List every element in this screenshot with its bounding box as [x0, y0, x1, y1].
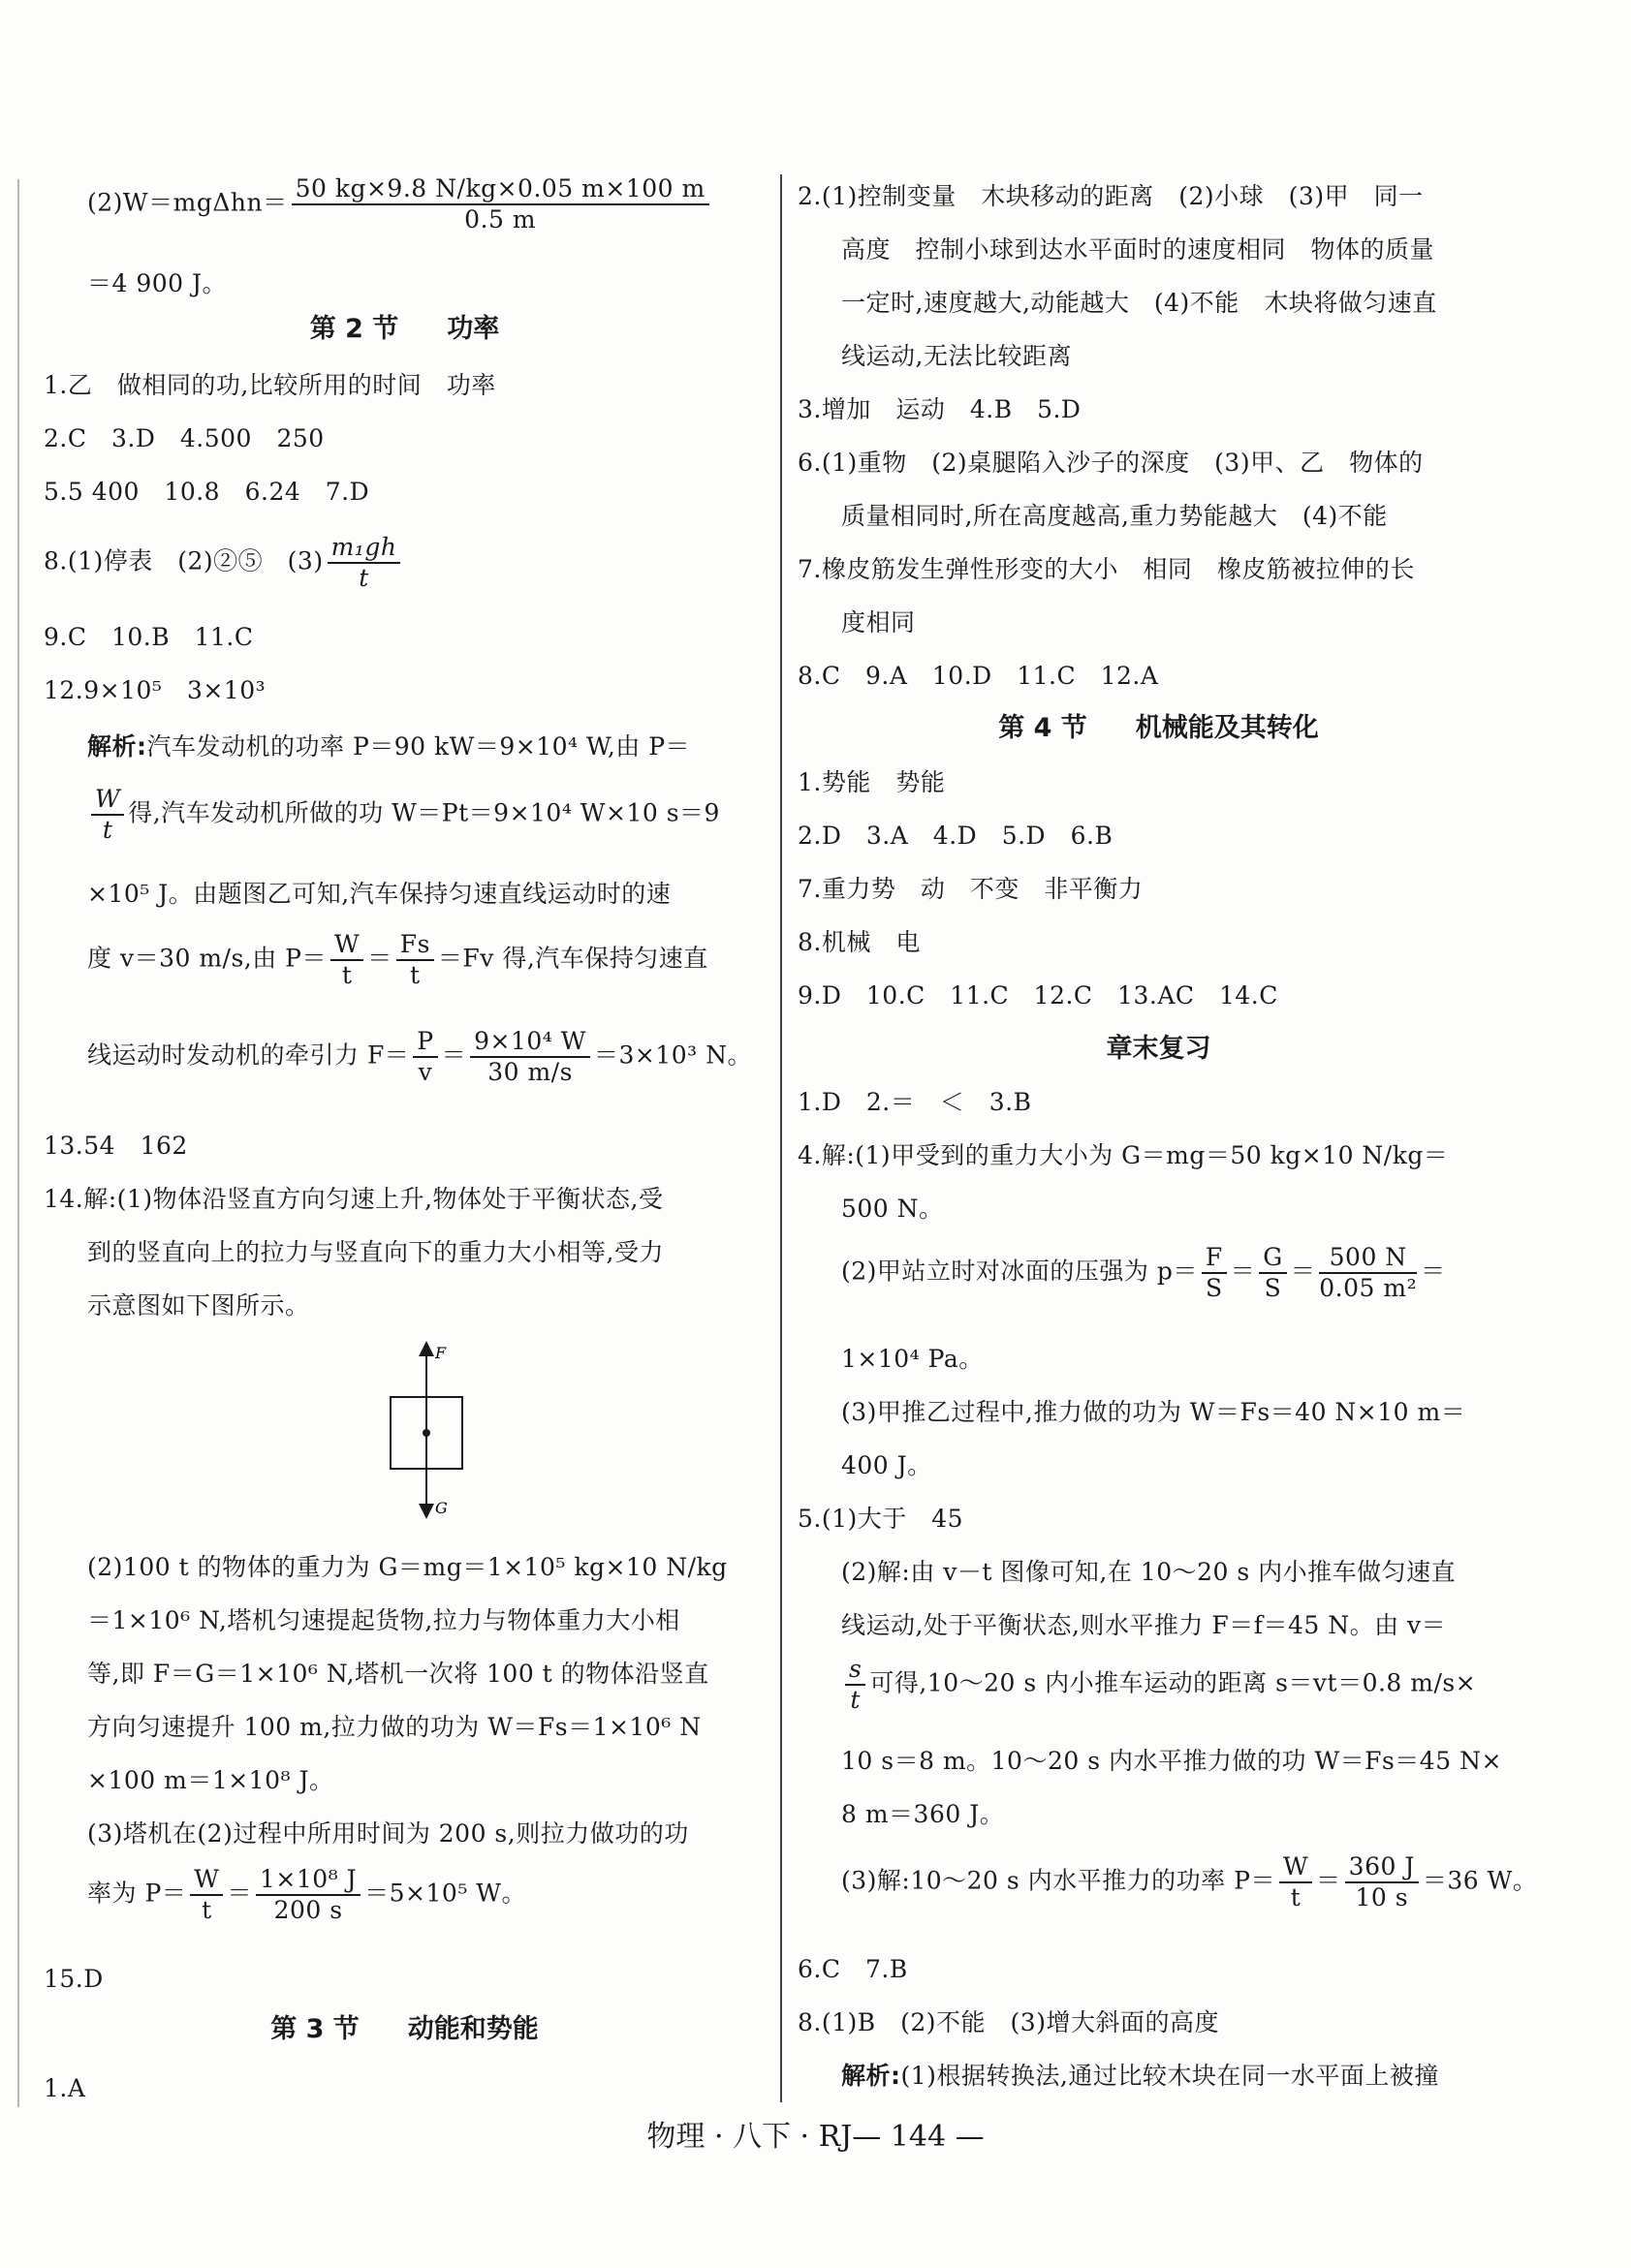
- answer-line: 2.D 3.A 4.D 5.D 6.B: [798, 822, 1113, 850]
- answer-line: 度相同: [841, 608, 916, 637]
- answer-line: (3)塔机在(2)过程中所用时间为 200 s,则拉力做功的功: [87, 1819, 689, 1848]
- answer-line: 等,即 F＝G＝1×10⁶ N,塔机一次将 100 t 的物体沿竖直: [87, 1660, 709, 1688]
- answer-line: $\frac{s}{t}$ 可得,10～20 s 内小推车运动的距离 s＝vt＝0.8 m/s×: [841, 1655, 1476, 1715]
- answer-line: (2)解:由 v－t 图像可知,在 10～20 s 内小推车做匀速直: [841, 1558, 1457, 1586]
- page-footer: 物理 · 八下 · RJ— 144 —: [646, 2120, 985, 2154]
- section-heading: 第 4 节 机械能及其转化: [998, 713, 1319, 743]
- analysis-line: 解析:(1)根据转换法,通过比较木块在同一水平面上被撞: [841, 2062, 1439, 2090]
- analysis-line: 解析:汽车发动机的功率 P＝90 kW＝9×10⁴ W,由 P＝: [87, 732, 691, 761]
- answer-line: 8 m＝360 J。: [841, 1800, 1005, 1828]
- answer-line: 4.解:(1)甲受到的重力大小为 G＝mg＝50 kg×10 N/kg＝: [798, 1141, 1449, 1169]
- answer-line: 率为 P＝ $\frac{W}{t}$ ＝ $\frac{\text{1×10⁸ J}}{200 s}$ ＝5×10⁵ W。: [87, 1865, 526, 1924]
- column-divider: [780, 174, 782, 2102]
- fraction: $\frac{\text{1×10⁸ J}}{200 s}$: [256, 1865, 361, 1925]
- answer-line: 7.橡皮筋发生弹性形变的大小 相同 橡皮筋被拉伸的长: [798, 555, 1415, 583]
- answer-line: 5.(1)大于 45: [798, 1505, 964, 1533]
- force-diagram: [373, 1337, 480, 1521]
- analysis-line: ×10⁵ J。由题图乙可知,汽车保持匀速直线运动时的速: [87, 880, 672, 908]
- analysis-line: 线运动时发动机的牵引力 F＝ $\frac{P}{v}$ ＝ $\frac{\text{9×10⁴ W}}{30 m/s}$ ＝3×10³ N。: [87, 1027, 752, 1086]
- answer-line: 14.解:(1)物体沿竖直方向匀速上升,物体处于平衡状态,受: [44, 1185, 664, 1213]
- answer-line: 9.C 10.B 11.C: [44, 623, 254, 651]
- answer-line: 1×10⁴ Pa。: [841, 1345, 984, 1373]
- answer-line: 5.5 400 10.8 6.24 7.D: [44, 478, 370, 506]
- answer-line: 6.C 7.B: [798, 1955, 908, 1983]
- answer-line: (2)100 t 的物体的重力为 G＝mg＝1×10⁵ kg×10 N/kg: [87, 1553, 728, 1581]
- section-heading: 第 2 节 功率: [309, 314, 500, 344]
- answer-line: 10 s＝8 m。10～20 s 内水平推力做的功 W＝Fs＝45 N×: [841, 1747, 1502, 1775]
- answer-line: 2.(1)控制变量 木块移动的距离 (2)小球 (3)甲 同一: [798, 182, 1424, 210]
- fraction: $\frac{Fs}{t}$: [396, 930, 434, 990]
- fraction: $\frac{P}{v}$: [413, 1027, 437, 1087]
- label-F: F: [435, 1344, 447, 1362]
- answer-line: 示意图如下图所示。: [87, 1291, 310, 1320]
- analysis-line: $\frac{W}{t}$ 得,汽车发动机所做的功 W＝Pt＝9×10⁴ W×10 s＝9: [87, 785, 720, 845]
- answer-line: 线运动,无法比较距离: [841, 342, 1072, 370]
- answer-line: 1.乙 做相同的功,比较所用的时间 功率: [44, 371, 496, 399]
- fraction: $\frac{50 kg\times 9.8 N/kg\times 0.05 m\times 100 m}{0.5 m}$: [292, 174, 709, 234]
- answer-line: 7.重力势 动 不变 非平衡力: [798, 875, 1144, 903]
- fraction: $\frac{W}{t}$: [330, 930, 363, 990]
- answer-line: 8.机械 电: [798, 928, 921, 956]
- fraction: $\frac{360 J}{10 s}$: [1345, 1852, 1419, 1912]
- label-G: G: [435, 1499, 448, 1517]
- fraction: $\frac{s}{t}$: [845, 1655, 865, 1715]
- fraction: $\frac{F}{S}$: [1202, 1243, 1227, 1303]
- fraction: $\frac{W}{t}$: [190, 1865, 223, 1925]
- answer-line: 8.(1)B (2)不能 (3)增大斜面的高度: [798, 2008, 1219, 2036]
- answer-line: 方向匀速提升 100 m,拉力做的功为 W＝Fs＝1×10⁶ N: [87, 1713, 702, 1741]
- answer-line: 质量相同时,所在高度越高,重力势能越大 (4)不能: [841, 502, 1388, 530]
- answer-line: ＝1×10⁶ N,塔机匀速提起货物,拉力与物体重力大小相: [87, 1606, 680, 1634]
- answer-line: 到的竖直向上的拉力与竖直向下的重力大小相等,受力: [87, 1238, 664, 1266]
- answer-line: (3)甲推乙过程中,推力做的功为 W＝Fs＝40 N×10 m＝: [841, 1398, 1466, 1426]
- force-diagram-svg: [373, 1337, 480, 1521]
- answer-line: 15.D: [44, 1965, 104, 1993]
- answer-line: 2.C 3.D 4.500 250: [44, 424, 325, 452]
- answer-line: 8.(1)停表 (2)②⑤ (3) $\frac{\text{m₁gh}}{t}$: [44, 533, 404, 593]
- fraction: $\frac{W}{t}$: [91, 785, 124, 845]
- fraction: $\frac{\text{m₁gh}}{t}$: [328, 533, 401, 593]
- answer-line: 高度 控制小球到达水平面时的速度相同 物体的质量: [841, 235, 1435, 264]
- answer-line: 1.A: [44, 2074, 86, 2102]
- fraction: $\frac{G}{S}$: [1259, 1243, 1286, 1303]
- fraction: $\frac{W}{t}$: [1279, 1852, 1312, 1912]
- answer-line: (2)W＝mgΔhn＝ $\frac{50 kg\times 9.8 N/kg\times 0.05 m\times 100 m}{0.5 m}$: [87, 174, 713, 234]
- fraction: $\frac{\text{9×10⁴ W}}{30 m/s}$: [470, 1027, 590, 1087]
- analysis-line: 度 v＝30 m/s,由 P＝ $\frac{W}{t}$ ＝ $\frac{Fs}{t}$ ＝Fv 得,汽车保持匀速直: [87, 930, 708, 989]
- answer-line: ＝4 900 J。: [87, 269, 228, 297]
- answer-line: 1.势能 势能: [798, 768, 946, 796]
- answer-line: 一定时,速度越大,动能越大 (4)不能 木块将做匀速直: [841, 289, 1437, 317]
- answer-line: 1.D 2.＝ ＜ 3.B: [798, 1088, 1032, 1116]
- answer-line: (2)甲站立时对冰面的压强为 p＝ $\frac{F}{S}$ ＝ $\frac{G}{S}$ ＝ $\frac{500 N}{\text{0.05 m²}}$ ＝: [841, 1243, 1446, 1302]
- answer-line: (3)解:10～20 s 内水平推力的功率 P＝ $\frac{W}{t}$ ＝ $\frac{360 J}{10 s}$ ＝36 W。: [841, 1852, 1538, 1911]
- answer-line: 500 N。: [841, 1195, 944, 1223]
- answer-line: 400 J。: [841, 1451, 932, 1479]
- answer-line: 线运动,处于平衡状态,则水平推力 F＝f＝45 N。由 v＝: [841, 1611, 1447, 1639]
- answer-line: 9.D 10.C 11.C 12.C 13.AC 14.C: [798, 981, 1278, 1010]
- answer-line: 8.C 9.A 10.D 11.C 12.A: [798, 662, 1159, 690]
- binding-edge: [17, 179, 19, 2107]
- answer-line: 13.54 162: [44, 1132, 188, 1160]
- answer-line: 12.9×10⁵ 3×10³: [44, 676, 267, 704]
- section-heading: 第 3 节 动能和势能: [270, 2014, 539, 2044]
- answer-line: 3.增加 运动 4.B 5.D: [798, 395, 1082, 423]
- section-heading: 章末复习: [1106, 1034, 1211, 1064]
- answer-line: ×100 m＝1×10⁸ J。: [87, 1766, 334, 1794]
- answer-line: 6.(1)重物 (2)桌腿陷入沙子的深度 (3)甲、乙 物体的: [798, 449, 1424, 477]
- fraction: $\frac{500 N}{\text{0.05 m²}}$: [1319, 1243, 1418, 1302]
